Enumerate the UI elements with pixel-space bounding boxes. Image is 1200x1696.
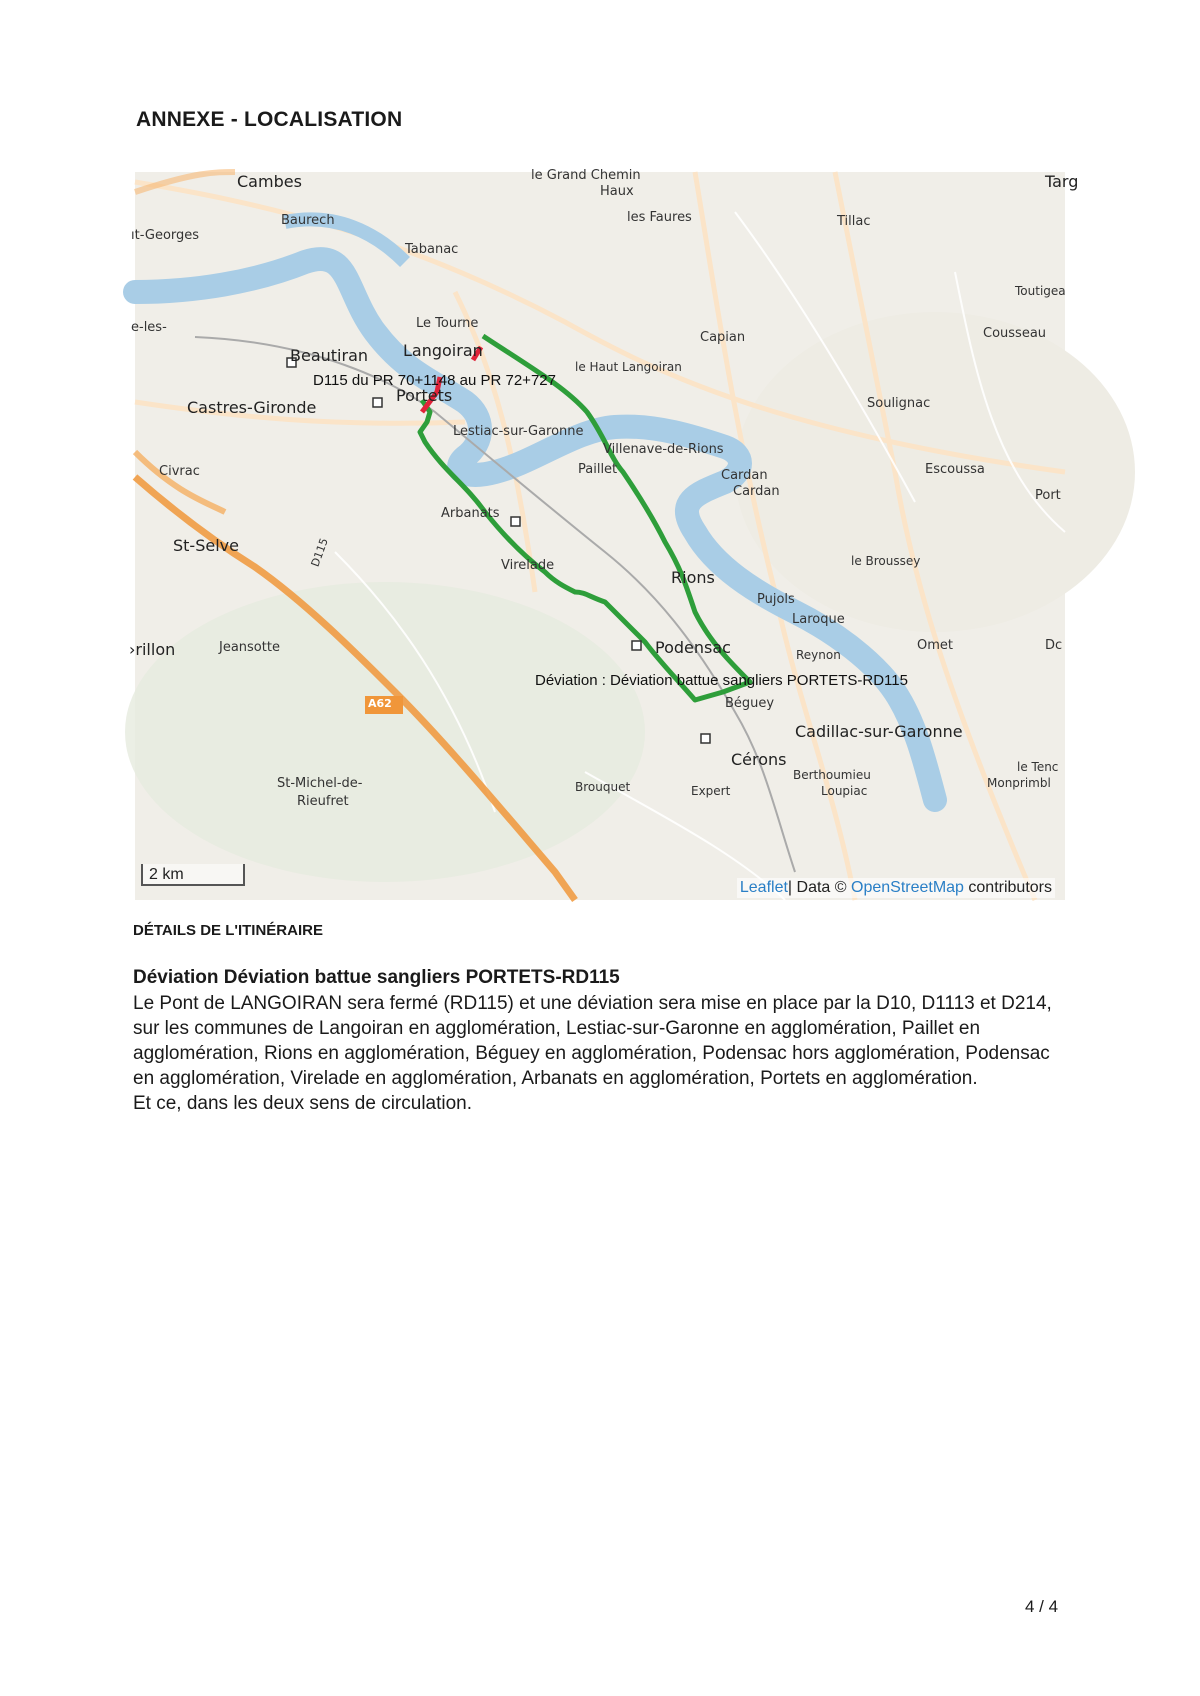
label-beguey: Béguey — [725, 696, 775, 711]
label-le-tenc: le Tenc — [1017, 760, 1059, 774]
deviation-label: Déviation : Déviation battue sangliers PORTETS-RD115 — [535, 672, 908, 689]
label-loupiac: Loupiac — [821, 784, 868, 798]
label-paillet: Paillet — [578, 462, 618, 477]
label-cambes: Cambes — [237, 172, 302, 191]
label-cardan-1: Cardan — [721, 468, 768, 483]
label-soulignac: Soulignac — [867, 396, 931, 411]
attribution-sep: | Data © — [787, 879, 851, 896]
deviation-closing: Et ce, dans les deux sens de circulation. — [133, 1093, 473, 1114]
label-virelade: Virelade — [501, 558, 555, 573]
label-cerons: Cérons — [731, 750, 787, 769]
label-cousseau: Cousseau — [983, 326, 1047, 341]
label-st-michel-1: St-Michel-de- — [277, 776, 363, 791]
map-attribution — [737, 878, 1055, 898]
label-monprimbl: Monprimbl — [987, 776, 1051, 790]
label-arbanats: Arbanats — [441, 506, 500, 521]
label-dc: Dc — [1045, 638, 1063, 653]
label-st-michel-2: Rieufret — [297, 794, 349, 809]
label-escoussa: Escoussa — [925, 462, 985, 477]
label-st-georges: ıt-Georges — [131, 228, 200, 243]
deviation-body: Le Pont de LANGOIRAN sera fermé (RD115) et une déviation sera mise en place par la D10, D1113 et D214, sur les communes de Langoiran en agglomération, Lestiac-sur-Garonne en agglomération, Paillet en agglomération, Rions en agglomération, Béguey en agglomération, Podensac hors agglomération, Podensac en agglomération, Virelade en agglomération, Arbanats en agglomération, Portets en agglomération. — [133, 993, 1052, 1089]
label-faures: les Faures — [627, 210, 692, 225]
label-haut-langoiran: le Haut Langoiran — [575, 360, 682, 374]
label-capian: Capian — [700, 330, 746, 345]
label-jeansotte: Jeansotte — [219, 640, 280, 655]
label-rions: Rions — [671, 568, 715, 587]
label-port: Port — [1035, 488, 1061, 503]
label-laroque: Laroque — [792, 612, 845, 627]
label-tillac: Tillac — [837, 214, 871, 229]
label-portets: Portets — [396, 386, 453, 405]
label-a62: A62 — [368, 697, 392, 710]
label-castres: Castres-Gironde — [187, 398, 317, 417]
itinerary-heading: DÉTAILS DE L'ITINÉRAIRE — [133, 922, 323, 939]
label-cardan-2: Cardan — [733, 484, 780, 499]
label-villenave: Villenave-de-Rions — [603, 442, 724, 457]
label-podensac: Podensac — [655, 638, 731, 657]
page-title: ANNEXE - LOCALISATION — [136, 108, 403, 131]
label-les: e-les- — [131, 320, 167, 335]
road-closure-label: D115 du PR 70+1148 au PR 72+727 — [313, 372, 556, 389]
osm-link[interactable]: OpenStreetMap — [851, 879, 964, 896]
deviation-description — [133, 991, 1073, 1116]
leaflet-link[interactable]: Leaflet — [739, 879, 788, 896]
label-baurech: Baurech — [281, 213, 335, 228]
map-scale: 2 km — [141, 864, 245, 886]
label-lestiac: Lestiac-sur-Garonne — [453, 424, 584, 439]
label-expert: Expert — [691, 784, 731, 798]
label-reynon: Reynon — [796, 648, 841, 662]
label-st-selve: St-Selve — [173, 536, 239, 555]
label-tabanac: Tabanac — [405, 242, 459, 257]
attribution-contrib: contributors — [963, 879, 1052, 896]
label-rillon: ›rillon — [129, 640, 176, 659]
label-d115: D115 — [308, 536, 331, 569]
label-cadillac: Cadillac-sur-Garonne — [795, 722, 963, 741]
label-pujols: Pujols — [757, 592, 795, 607]
label-broussey: le Broussey — [851, 554, 921, 568]
label-brouquet: Brouquet — [575, 780, 631, 794]
page-number: 4 / 4 — [1025, 1597, 1059, 1616]
label-grand-chemin: le Grand Chemin — [531, 168, 641, 183]
label-langoiran: Langoiran — [403, 341, 483, 360]
label-haux: Haux — [600, 184, 634, 199]
label-berthoumieu: Berthoumieu — [793, 768, 871, 782]
label-targ: Targ — [1045, 172, 1079, 191]
deviation-title: Déviation Déviation battue sangliers PORTETS-RD115 — [133, 967, 620, 988]
label-beautiran: Beautiran — [290, 346, 369, 365]
label-civrac: Civrac — [159, 464, 200, 479]
label-omet: Omet — [917, 638, 953, 653]
label-toutigea: Toutigea — [1015, 284, 1066, 298]
location-map[interactable] — [129, 168, 1079, 900]
label-le-tourne: Le Tourne — [416, 316, 479, 331]
